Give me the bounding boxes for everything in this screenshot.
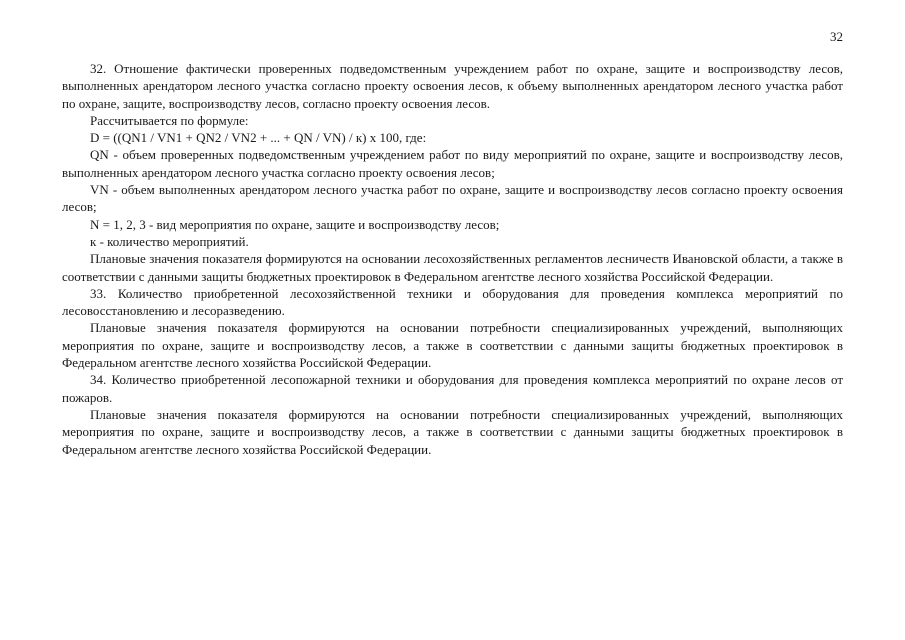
paragraph-formula-intro: Рассчитывается по формуле: [90, 112, 249, 128]
paragraph-34-definition: 34. Количество приобретенной лесопожарной техники и оборудования для проведения комплекса мероприятий по охране лесов от пожаров. [62, 372, 843, 405]
paragraph-formula: D = ((QN1 / VN1 + QN2 / VN2 + ... + QN / VN) / к) x 100, где: [90, 130, 427, 146]
paragraph-33-definition: 33. Количество приобретенной лесохозяйственной техники и оборудования для проведения комплекса мероприятий по лесовосстановлению и лесоразведению. [62, 285, 843, 319]
paragraph-32-planned-values: Плановые значения показателя формируются на основании лесохозяйственных регламентов лесничеств Ивановской области, а также в соответствии с данными защиты бюджетных проектировок в Федеральном агентстве лесного хозяйства Российской Федерации. [62, 251, 843, 284]
paragraph-32-definition: 32. Отношение фактически проверенных подведомственным учреждением работ по охране, защите и воспроизводству лесов, выполненных арендатором лесного участка согласно проекту освоения лесов, к объему выполненных арендатором лесного участка работ по охране, защите, воспроизводству лесов, согласно проекту освоения лесов. [62, 61, 843, 111]
paragraph-33-planned-values: Плановые значения показателя формируются на основании потребности специализированных учреждений, выполняющих мероприятия по охране, защите и воспроизводству лесов, а также в соответствии с данными защиты бюджетных проектировок в Федеральном агентстве лесного хозяйства Российской Федерации. [62, 320, 843, 371]
document-body [62, 60, 843, 458]
page-number: 32 [830, 29, 843, 44]
paragraph-n-definition: N = 1, 2, 3 - вид мероприятия по охране, защите и воспроизводству лесов; [90, 216, 500, 232]
paragraph-qn-definition: QN - объем проверенных подведомственным учреждением работ по виду мероприятий по охране, защите и воспроизводству лесов, выполненных арендатором лесного участка согласно проекту освоения лесов; [62, 147, 843, 180]
paragraph-34-planned-values: Плановые значения показателя формируются на основании потребности специализированных учреждений, выполняющих мероприятия по охране, защите и воспроизводству лесов, а также в соответствии с данными защиты бюджетных проектировок в Федеральном агентстве лесного хозяйства Российской Федерации. [62, 406, 843, 457]
paragraph-k-definition: к - количество мероприятий. [90, 233, 249, 249]
paragraph-vn-definition: VN - объем выполненных арендатором лесного участка работ по охране, защите и воспроизводству лесов согласно проекту освоения лесов; [62, 182, 843, 215]
